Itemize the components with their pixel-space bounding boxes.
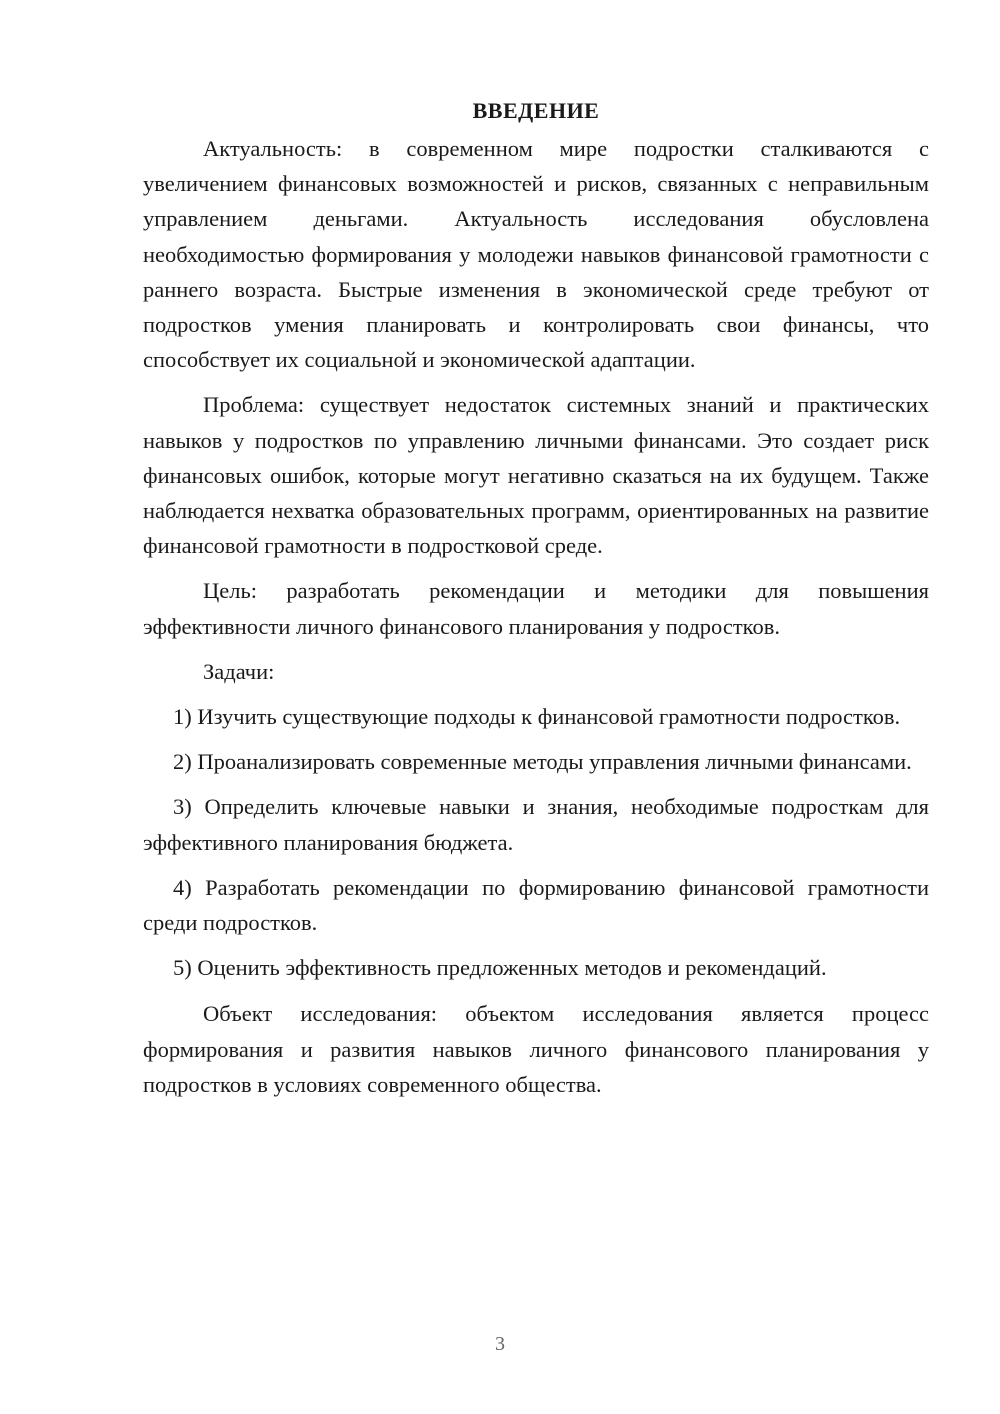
paragraph-goal: Цель: разработать рекомендации и методики для повышения эффективности личного финансового планирования у подростков. — [143, 578, 929, 639]
task-item: 4) Разработать рекомендации по формированию финансовой грамотности среди подростков. — [143, 874, 929, 936]
task-item: 3) Определить ключевые навыки и знания, необходимые подросткам для эффективного планирования бюджета. — [143, 794, 929, 855]
page-number: 3 — [495, 1333, 505, 1355]
document-page — [143, 93, 929, 1102]
paragraph-object: Объект исследования: объектом исследования является процесс формирования и развития навыков личного финансового планирования у подростков в условиях современного общества. — [143, 1001, 929, 1097]
task-item: 2) Проанализировать современные методы управления личными финансами. — [173, 749, 912, 775]
paragraph-problem: Проблема: существует недостаток системных знаний и практических навыков у подростков по управлению личными финансами. Это создает риск финансовых ошибок, которые могут негативно сказаться на их будущем. Также наблюдается нехватка образовательных программ, ориентированных на развитие финансовой грамотности в подростковой среде. — [143, 392, 929, 559]
section-heading: ВВЕДЕНИЕ — [472, 98, 600, 123]
tasks-list — [143, 699, 929, 985]
tasks-title: Задачи: — [203, 658, 275, 684]
paragraph-relevance: Актуальность: в современном мире подростки сталкиваются с увеличением финансовых возможностей и рисков, связанных с неправильным управлением деньгами. Актуальность исследования обусловлена необходимостью формирования у молодежи навыков финансовой грамотности с раннего возраста. Быстрые изменения в экономической среде требуют от подростков умения планировать и контролировать свои финансы, что способствует их социальной и экономической адаптации. — [143, 136, 929, 373]
task-item: 1) Изучить существующие подходы к финансовой грамотности подростков. — [173, 704, 901, 730]
task-item: 5) Оценить эффективность предложенных методов и рекомендаций. — [173, 955, 827, 981]
